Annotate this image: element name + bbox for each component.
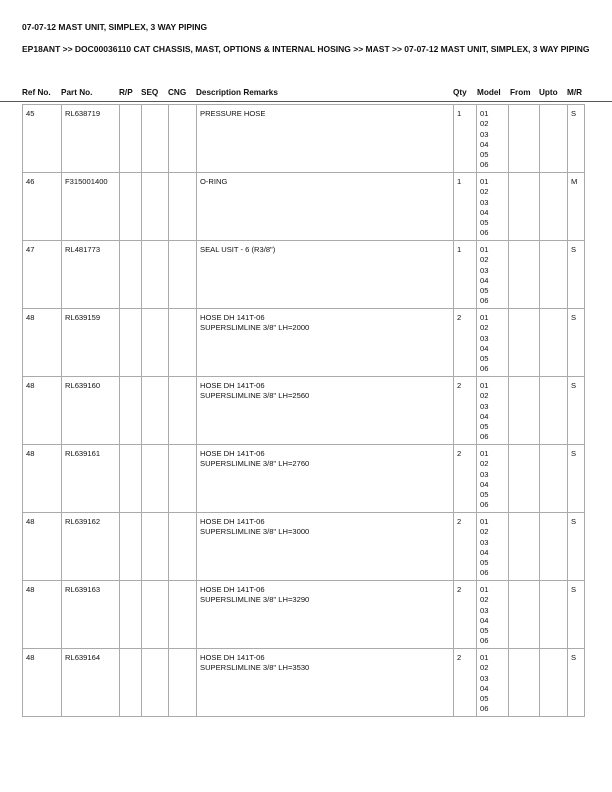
rp-cell <box>120 513 142 581</box>
col-rp: R/P <box>119 88 133 97</box>
model-cell <box>477 105 509 173</box>
upto-cell <box>540 105 568 173</box>
col-part: Part No. <box>61 88 93 97</box>
col-cng: CNG <box>168 88 187 97</box>
seq-cell <box>142 377 169 445</box>
rp-cell <box>120 241 142 309</box>
model-cell <box>477 309 509 377</box>
ref-cell: 48 <box>23 377 62 445</box>
model-code: 01 <box>480 653 489 662</box>
upto-cell <box>540 173 568 241</box>
model-code: 06 <box>480 636 489 646</box>
table-header <box>0 87 612 102</box>
from-cell <box>509 581 540 649</box>
model-code: 01 <box>480 177 489 186</box>
model-code: 03 <box>480 537 489 547</box>
ref-cell: 48 <box>23 649 62 717</box>
table-row <box>23 241 585 309</box>
from-cell <box>509 241 540 309</box>
seq-cell <box>142 649 169 717</box>
model-code: 06 <box>480 296 489 306</box>
model-cell <box>477 445 509 513</box>
from-cell <box>509 649 540 717</box>
upto-cell <box>540 309 568 377</box>
table-row <box>23 649 585 717</box>
part-no-cell: RL481773 <box>62 241 120 309</box>
model-code: 03 <box>480 129 489 139</box>
model-cell <box>477 173 509 241</box>
model-code: 02 <box>480 459 489 469</box>
from-cell <box>509 105 540 173</box>
part-no-cell: RL639160 <box>62 377 120 445</box>
qty-cell: 2 <box>454 649 477 717</box>
model-code: 04 <box>480 275 489 285</box>
table-row <box>23 513 585 581</box>
qty-cell: 2 <box>454 309 477 377</box>
model-code: 05 <box>480 558 489 568</box>
description-cell: PRESSURE HOSE <box>197 105 454 173</box>
col-from: From <box>510 88 531 97</box>
mr-cell: S <box>568 241 585 309</box>
model-code: 04 <box>480 615 489 625</box>
part-no-cell: RL639161 <box>62 445 120 513</box>
model-code: 02 <box>480 323 489 333</box>
rp-cell <box>120 649 142 717</box>
model-code: 03 <box>480 605 489 615</box>
model-cell <box>477 649 509 717</box>
model-code: 01 <box>480 313 489 322</box>
ref-cell: 48 <box>23 513 62 581</box>
rp-cell <box>120 445 142 513</box>
description-cell: HOSE DH 141T-06 SUPERSLIMLINE 3/8" LH=2760 <box>197 445 454 513</box>
model-code: 05 <box>480 694 489 704</box>
part-no-cell: RL639164 <box>62 649 120 717</box>
from-cell <box>509 445 540 513</box>
model-code: 05 <box>480 422 489 432</box>
ref-cell: 45 <box>23 105 62 173</box>
from-cell <box>509 513 540 581</box>
col-upto: Upto <box>539 88 558 97</box>
qty-cell: 1 <box>454 241 477 309</box>
col-qty: Qty <box>453 88 467 97</box>
table-row <box>23 173 585 241</box>
part-no-cell: RL639162 <box>62 513 120 581</box>
model-code: 04 <box>480 411 489 421</box>
model-code: 02 <box>480 187 489 197</box>
model-code: 01 <box>480 109 489 118</box>
from-cell <box>509 173 540 241</box>
cng-cell <box>169 241 197 309</box>
col-model: Model <box>477 88 501 97</box>
seq-cell <box>142 581 169 649</box>
seq-cell <box>142 513 169 581</box>
model-code: 06 <box>480 500 489 510</box>
model-cell <box>477 377 509 445</box>
model-code: 06 <box>480 160 489 170</box>
table-row <box>23 377 585 445</box>
seq-cell <box>142 173 169 241</box>
model-code: 01 <box>480 381 489 390</box>
qty-cell: 2 <box>454 513 477 581</box>
model-code: 06 <box>480 432 489 442</box>
model-code: 04 <box>480 479 489 489</box>
ref-cell: 48 <box>23 309 62 377</box>
mr-cell: S <box>568 581 585 649</box>
model-code: 04 <box>480 343 489 353</box>
description-cell: HOSE DH 141T-06 SUPERSLIMLINE 3/8" LH=3000 <box>197 513 454 581</box>
description-cell: HOSE DH 141T-06 SUPERSLIMLINE 3/8" LH=3530 <box>197 649 454 717</box>
cng-cell <box>169 377 197 445</box>
mr-cell: S <box>568 105 585 173</box>
model-code: 03 <box>480 197 489 207</box>
from-cell <box>509 377 540 445</box>
description-cell: HOSE DH 141T-06 SUPERSLIMLINE 3/8" LH=3290 <box>197 581 454 649</box>
model-code: 05 <box>480 218 489 228</box>
mr-cell: S <box>568 377 585 445</box>
col-desc: Description Remarks <box>196 88 278 97</box>
model-code: 05 <box>480 354 489 364</box>
col-ref: Ref No. <box>22 88 51 97</box>
model-code: 02 <box>480 595 489 605</box>
rp-cell <box>120 581 142 649</box>
parts-table <box>22 104 585 717</box>
model-code: 03 <box>480 333 489 343</box>
model-cell <box>477 513 509 581</box>
breadcrumb: EP18ANT >> DOC00036110 CAT CHASSIS, MAST, OPTIONS & INTERNAL HOSING >> MAST >> 07-07-12 MAST UNIT, SIMPLEX, 3 WAY PIPING <box>22 44 590 54</box>
mr-cell: S <box>568 309 585 377</box>
part-no-cell: RL639163 <box>62 581 120 649</box>
model-code: 04 <box>480 547 489 557</box>
model-code: 01 <box>480 517 489 526</box>
page-title: 07-07-12 MAST UNIT, SIMPLEX, 3 WAY PIPING <box>22 22 208 32</box>
model-code: 03 <box>480 673 489 683</box>
rp-cell <box>120 377 142 445</box>
model-code: 05 <box>480 150 489 160</box>
model-cell <box>477 581 509 649</box>
model-code: 05 <box>480 490 489 500</box>
model-code: 02 <box>480 119 489 129</box>
cng-cell <box>169 105 197 173</box>
upto-cell <box>540 649 568 717</box>
model-code: 05 <box>480 626 489 636</box>
mr-cell: S <box>568 445 585 513</box>
model-code: 03 <box>480 265 489 275</box>
seq-cell <box>142 241 169 309</box>
col-seq: SEQ <box>141 88 159 97</box>
upto-cell <box>540 377 568 445</box>
cng-cell <box>169 309 197 377</box>
part-no-cell: F315001400 <box>62 173 120 241</box>
model-code: 02 <box>480 663 489 673</box>
mr-cell: M <box>568 173 585 241</box>
description-cell: HOSE DH 141T-06 SUPERSLIMLINE 3/8" LH=2000 <box>197 309 454 377</box>
model-code: 02 <box>480 255 489 265</box>
seq-cell <box>142 105 169 173</box>
cng-cell <box>169 173 197 241</box>
qty-cell: 1 <box>454 105 477 173</box>
qty-cell: 1 <box>454 173 477 241</box>
model-code: 02 <box>480 527 489 537</box>
model-code: 06 <box>480 228 489 238</box>
cng-cell <box>169 649 197 717</box>
cng-cell <box>169 581 197 649</box>
description-cell: SEAL USIT - 6 (R3/8") <box>197 241 454 309</box>
ref-cell: 47 <box>23 241 62 309</box>
model-code: 03 <box>480 401 489 411</box>
part-no-cell: RL638719 <box>62 105 120 173</box>
table-row <box>23 309 585 377</box>
qty-cell: 2 <box>454 445 477 513</box>
part-no-cell: RL639159 <box>62 309 120 377</box>
ref-cell: 48 <box>23 581 62 649</box>
model-code: 05 <box>480 286 489 296</box>
upto-cell <box>540 513 568 581</box>
description-cell: HOSE DH 141T-06 SUPERSLIMLINE 3/8" LH=2560 <box>197 377 454 445</box>
mr-cell: S <box>568 513 585 581</box>
cng-cell <box>169 513 197 581</box>
model-code: 01 <box>480 449 489 458</box>
model-code: 01 <box>480 585 489 594</box>
model-code: 06 <box>480 704 489 714</box>
qty-cell: 2 <box>454 581 477 649</box>
seq-cell <box>142 309 169 377</box>
model-code: 01 <box>480 245 489 254</box>
from-cell <box>509 309 540 377</box>
upto-cell <box>540 241 568 309</box>
model-code: 02 <box>480 391 489 401</box>
model-cell <box>477 241 509 309</box>
mr-cell: S <box>568 649 585 717</box>
upto-cell <box>540 445 568 513</box>
col-mr: M/R <box>567 88 583 97</box>
ref-cell: 48 <box>23 445 62 513</box>
model-code: 06 <box>480 568 489 578</box>
upto-cell <box>540 581 568 649</box>
model-code: 03 <box>480 469 489 479</box>
description-cell: O-RING <box>197 173 454 241</box>
table-row <box>23 105 585 173</box>
model-code: 04 <box>480 207 489 217</box>
seq-cell <box>142 445 169 513</box>
rp-cell <box>120 309 142 377</box>
qty-cell: 2 <box>454 377 477 445</box>
model-code: 04 <box>480 683 489 693</box>
table-row <box>23 581 585 649</box>
table-row <box>23 445 585 513</box>
model-code: 04 <box>480 139 489 149</box>
cng-cell <box>169 445 197 513</box>
model-code: 06 <box>480 364 489 374</box>
ref-cell: 46 <box>23 173 62 241</box>
rp-cell <box>120 105 142 173</box>
rp-cell <box>120 173 142 241</box>
